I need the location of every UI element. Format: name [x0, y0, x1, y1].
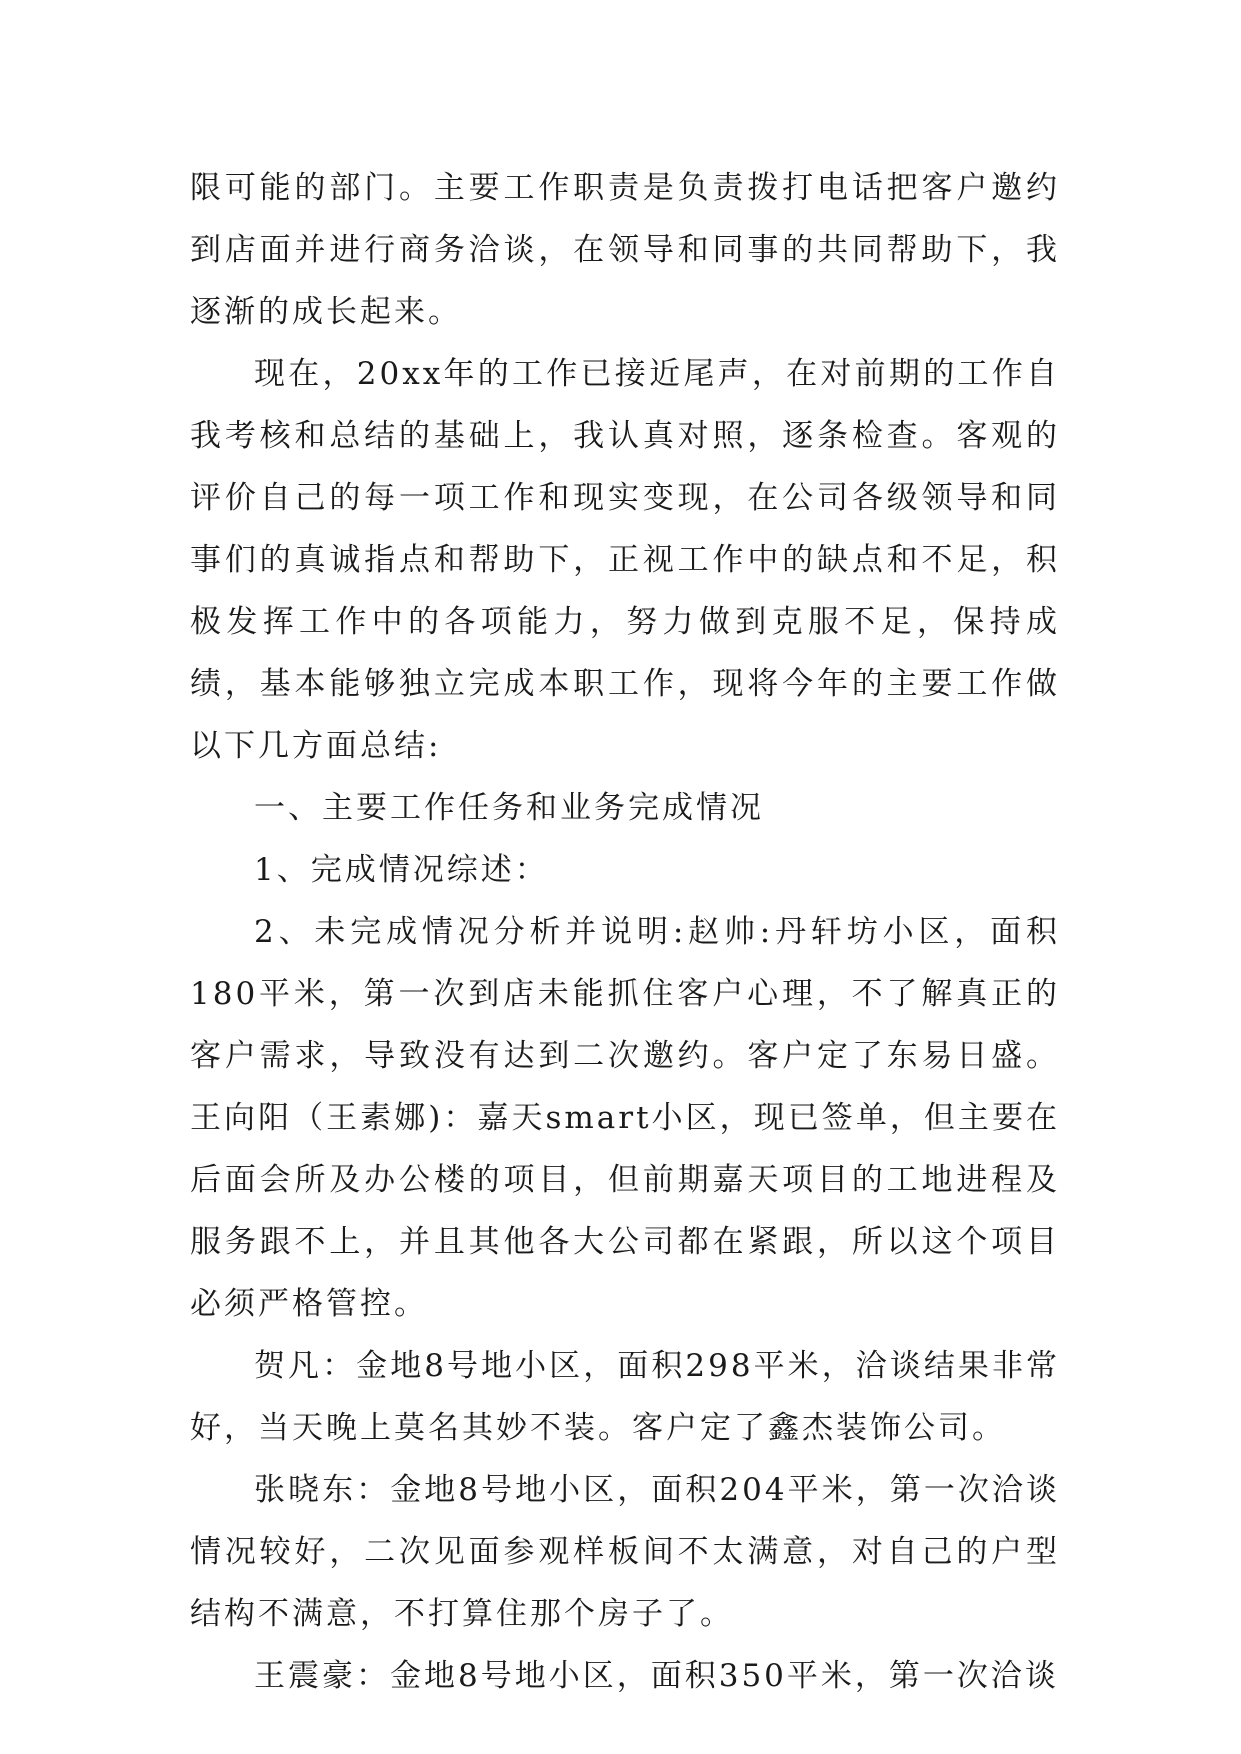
paragraph-summary-intro: 现在，20xx年的工作已接近尾声，在对前期的工作自我考核和总结的基础上，我认真对照，逐条检查。客观的评价自己的每一项工作和现实变现，在公司各级领导和同事们的真诚指点和帮助下，正视工作中的缺点和不足，积极发挥工作中的各项能力，努力做到克服不足，保持成绩，基本能够独立完成本职工作，现将今年的主要工作做以下几方面总结: — [190, 356, 1060, 764]
subheading-completion-overview: 1、完成情况综述： — [254, 852, 549, 888]
body-text — [190, 157, 1060, 1707]
paragraph-client-wangzhenhao: 王震豪：金地8号地小区，面积350平米，第一次洽谈 — [254, 1658, 1059, 1694]
paragraph-client-zhangxiaodong: 张晓东：金地8号地小区，面积204平米，第一次洽谈情况较好，二次见面参观样板间不太满意，对自己的户型结构不满意，不打算住那个房子了。 — [190, 1472, 1060, 1632]
paragraph-client-hefan: 贺凡：金地8号地小区，面积298平米，洽谈结果非常好，当天晚上莫名其妙不装。客户定了鑫杰装饰公司。 — [190, 1348, 1060, 1446]
paragraph-continued: 限可能的部门。主要工作职责是负责拨打电话把客户邀约到店面并进行商务洽谈，在领导和同事的共同帮助下，我逐渐的成长起来。 — [190, 170, 1060, 330]
paragraph-incomplete-analysis: 2、未完成情况分析并说明:赵帅:丹轩坊小区，面积180平米，第一次到店未能抓住客户心理，不了解真正的客户需求，导致没有达到二次邀约。客户定了东易日盛。王向阳（王素娜)：嘉天smart小区，现已签单，但主要在后面会所及办公楼的项目，但前期嘉天项目的工地进程及服务跟不上，并且其他各大公司都在紧跟，所以这个项目必须严格管控。 — [190, 914, 1060, 1322]
section-heading-main-tasks: 一、主要工作任务和业务完成情况 — [254, 790, 764, 826]
